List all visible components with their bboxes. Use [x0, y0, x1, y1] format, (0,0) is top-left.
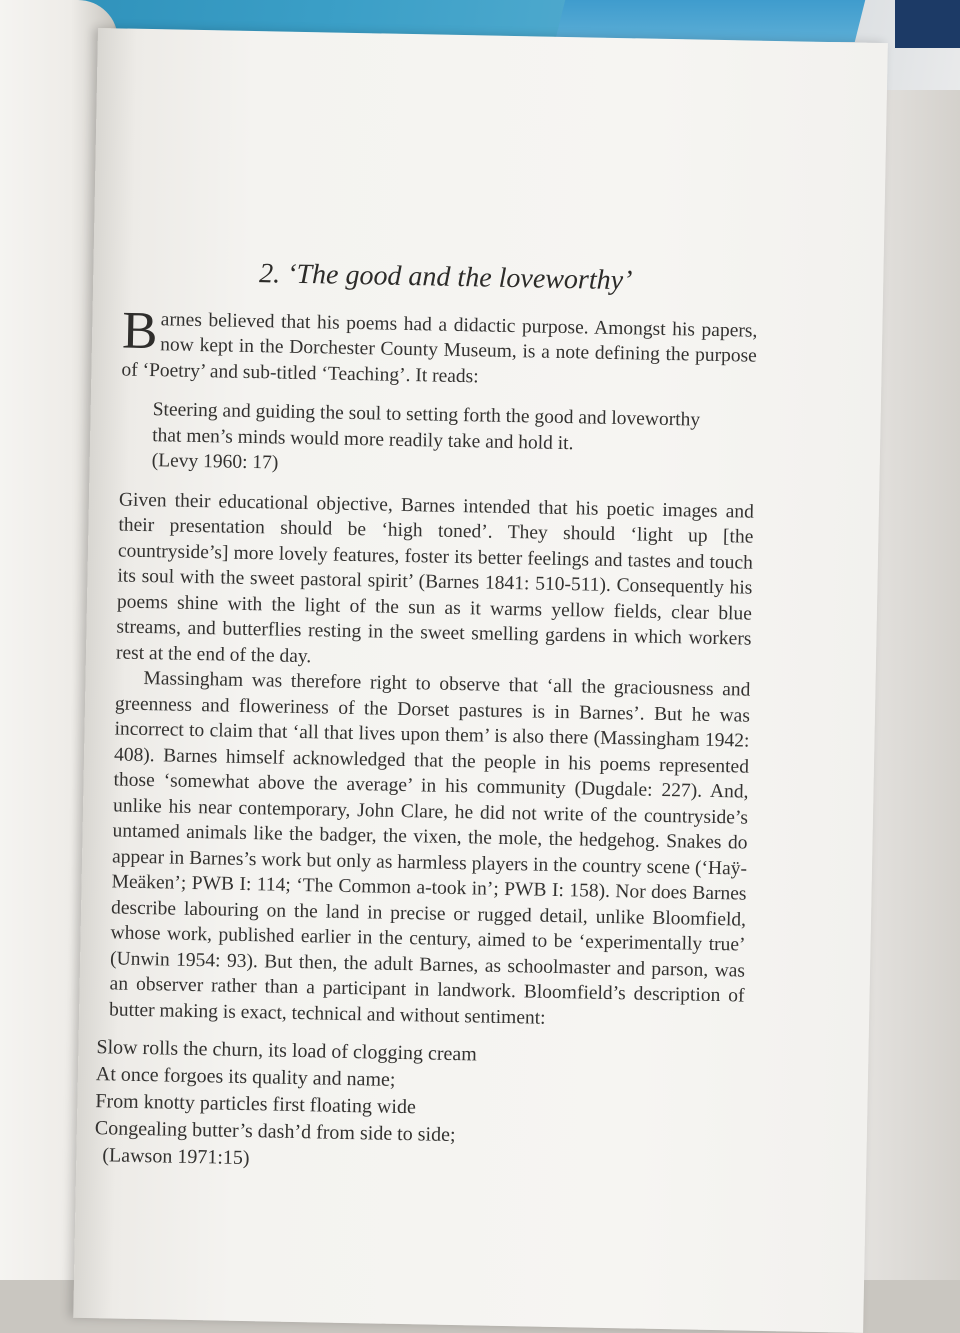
verse-source: (Lawson 1971:15): [102, 1144, 250, 1170]
block-quote: [151, 397, 715, 484]
intro-paragraph: [121, 301, 758, 395]
verse-line: Slow rolls the churn, its load of clogging cream: [96, 1036, 478, 1066]
block-quote-text: Steering and guiding the soul to setting forth the good and loveworthy that men’s minds would more readily take and hold it.: [151, 399, 701, 454]
verse-quote: [94, 1034, 743, 1181]
background-blue-book: [555, 0, 865, 42]
chapter-title: 2. ‘The good and the loveworthy’: [258, 258, 633, 297]
page-content: [94, 258, 758, 1182]
book-page: [73, 28, 888, 1333]
body-paragraph: Massingham was therefore right to observe that ‘all the graciousness and greenness and floweriness of the Dorset pastures is in Barnes’. But he was incorrect to claim that ‘all that lives upon them’ is also there (Massingham 1942: 408). Barnes himself acknowledged that the people in his poems represented those ‘somewhat above the average’ in his community (Dugdale: 227). And, unlike his near contemporary, John Clare, he did not write of the countryside’s untamed animals like the badger, the vixen, the mole, the hedgehog. Snakes do appear in Barnes’s work but only as harmless players in the country scene (‘Haÿ-Meäken’; PWB I: 114; ‘The Common a-took in’; PWB I: 158). Nor does Barnes describe labouring on the land in precise or rugged detail, unlike Bloomfield, whose work, published earlier in the century, aimed to be ‘experimentally true’ (Unwin 1954: 93). But then, the adult Barnes, as schoolmaster and parson, was an observer rather than a participant in landwork. Bloomfield’s description of butter making is exact, technical and without sentiment:: [108, 667, 751, 1029]
intro-text: arnes believed that his poems had a didactic purpose. Amongst his papers, now kept in the Dorchester County Museum, is a note defining the purpose of ‘Poetry’ and sub-titled ‘Teaching’. It reads:: [121, 308, 758, 387]
verse-line: From knotty particles first floating wide: [95, 1090, 417, 1119]
verse-line: At once forgoes its quality and name;: [95, 1063, 396, 1091]
verse-line: Congealing butter’s dash’d from side to side;: [94, 1117, 456, 1147]
background-dark-book: [895, 0, 960, 48]
block-quote-source: (Levy 1960: 17): [151, 450, 279, 474]
drop-cap: B: [121, 301, 159, 360]
body-paragraph: Given their educational objective, Barnes intended that his poetic images and their presentation should be ‘high toned’. They should ‘light up [the countryside’s] more lovely features, foster its better feelings and tastes and touch its soul with the sweet pastoral spirit’ (Barnes 1841: 510-511). Consequently his poems shine with the light of the sun as it warms yellow fields, clear blue streams, and butterflies resting in the sweet smelling gardens in which workers rest at the end of the day.: [115, 488, 755, 667]
